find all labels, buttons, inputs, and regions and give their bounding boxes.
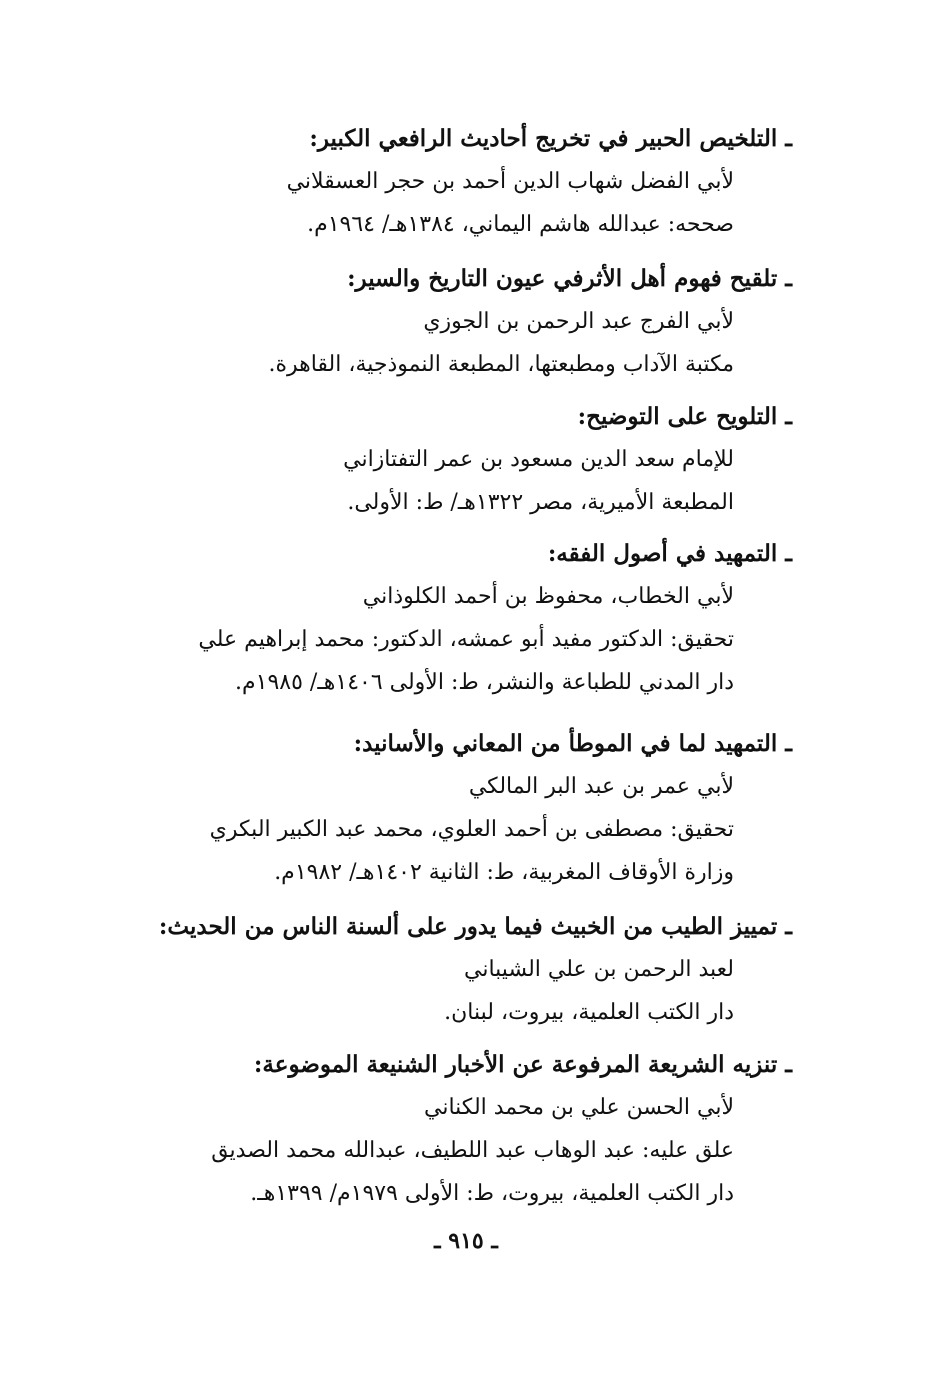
- entry-line: لأبي الفضل شهاب الدين أحمد بن حجر العسقلاني: [286, 169, 734, 194]
- entry-line: تحقيق: مصطفى بن أحمد العلوي، محمد عبد الكبير البكري: [209, 817, 734, 842]
- entry-line: للإمام سعد الدين مسعود بن عمر التفتازاني: [343, 447, 734, 472]
- entry-line: دار الكتب العلمية، بيروت، ط: الأولى ١٩٧٩م/ ١٣٩٩هـ.: [250, 1181, 734, 1206]
- bibliography-entry-2: [132, 257, 792, 386]
- entry-line: لعبد الرحمن بن علي الشيباني: [464, 957, 734, 982]
- bibliography-entry-6: [132, 905, 792, 1034]
- entry-line: لأبي الخطاب، محفوظ بن أحمد الكلوذاني: [362, 584, 734, 609]
- entry-line: علق عليه: عبد الوهاب عبد اللطيف، عبدالله محمد الصديق: [211, 1138, 734, 1163]
- entry-line: المطبعة الأميرية، مصر ١٣٢٢هـ/ ط: الأولى.: [347, 490, 734, 515]
- entry-line: مكتبة الآداب ومطبعتها، المطبعة النموذجية، القاهرة.: [268, 352, 734, 377]
- bibliography-entry-5: [132, 722, 792, 894]
- bibliography-entry-1: [132, 117, 792, 246]
- entry-title: ـ التلويح على التوضيح:: [577, 403, 792, 430]
- entry-title: ـ التلخيص الحبير في تخريج أحاديث الرافعي الكبير:: [309, 125, 792, 152]
- entry-line: دار المدني للطباعة والنشر، ط: الأولى ١٤٠٦هـ/ ١٩٨٥م.: [235, 670, 734, 695]
- entry-line: دار الكتب العلمية، بيروت، لبنان.: [444, 1000, 734, 1025]
- entry-title: ـ تنزيه الشريعة المرفوعة عن الأخبار الشنيعة الموضوعة:: [253, 1051, 792, 1078]
- entry-line: وزارة الأوقاف المغربية، ط: الثانية ١٤٠٢هـ/ ١٩٨٢م.: [274, 860, 734, 885]
- entry-title: ـ التمهيد لما في الموطأ من المعاني والأسانيد:: [353, 730, 792, 757]
- bibliography-entry-3: [132, 395, 792, 524]
- entry-line: صححه: عبدالله هاشم اليماني، ١٣٨٤هـ/ ١٩٦٤م.: [307, 212, 734, 237]
- entry-title: ـ تلقيح فهوم أهل الأثرفي عيون التاريخ والسير:: [347, 265, 792, 292]
- entry-title: ـ تمييز الطيب من الخبيث فيما يدور على ألسنة الناس من الحديث:: [158, 913, 792, 940]
- entry-line: لأبي عمر بن عبد البر المالكي: [468, 774, 734, 799]
- entry-line: تحقيق: الدكتور مفيد أبو عمشه، الدكتور: محمد إبراهيم علي: [198, 627, 734, 652]
- entry-line: لأبي الحسن علي بن محمد الكناني: [424, 1095, 734, 1120]
- entry-title: ـ التمهيد في أصول الفقه:: [547, 540, 792, 567]
- bibliography-entry-7: [132, 1043, 792, 1215]
- page-number: ـ ٩١٥ ـ: [434, 1228, 498, 1254]
- entry-line: لأبي الفرج عبد الرحمن بن الجوزي: [423, 309, 734, 334]
- bibliography-entry-4: [132, 532, 792, 704]
